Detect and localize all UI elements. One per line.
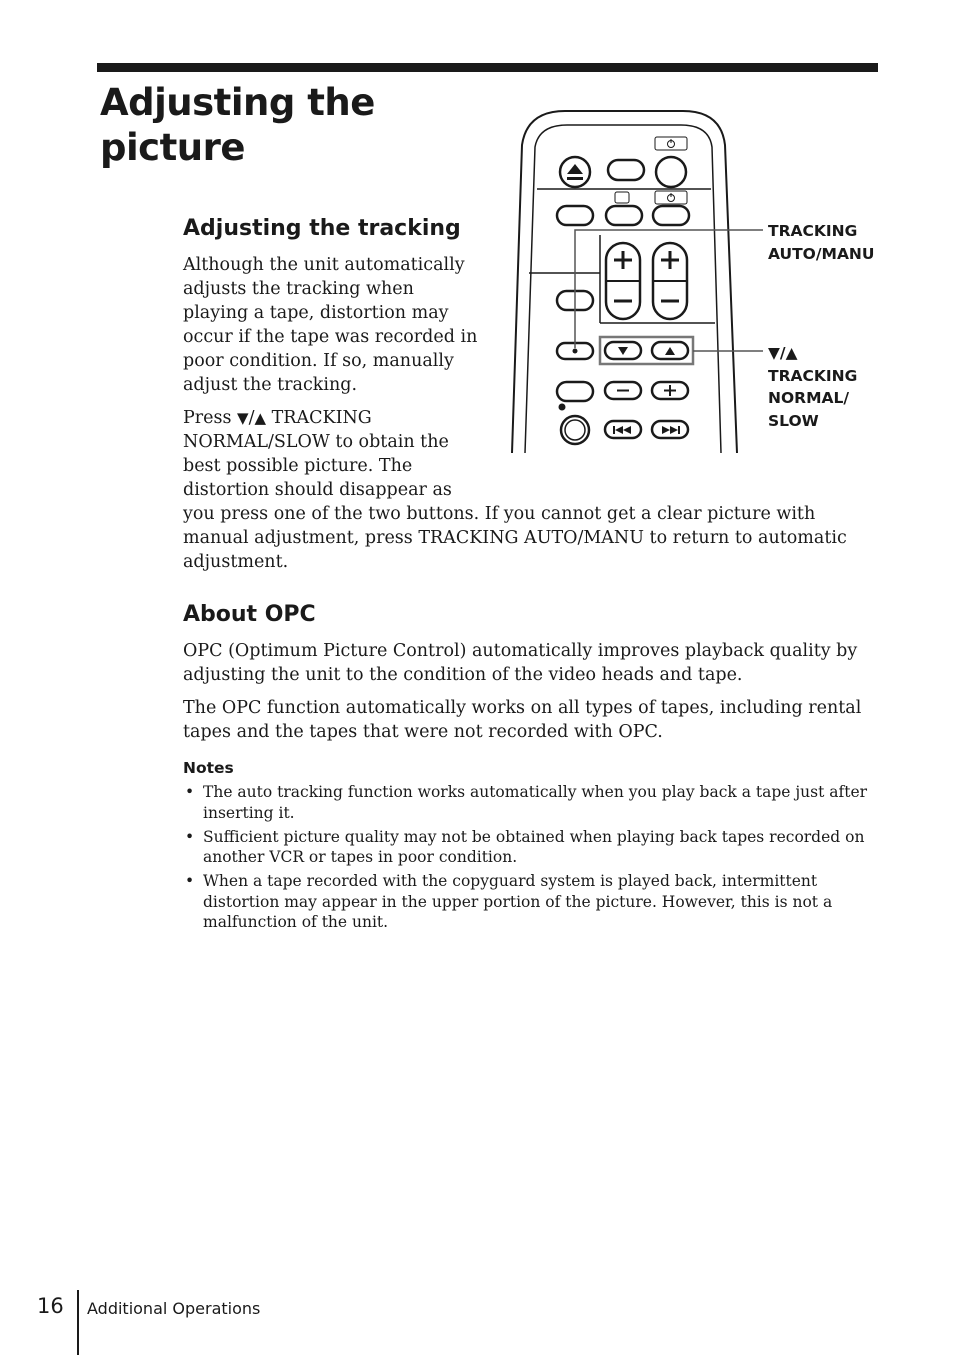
power-indicator — [655, 137, 687, 150]
tv-power-indicator — [655, 191, 687, 204]
callout-tracking-auto-manu: TRACKING AUTO/MANU — [768, 222, 875, 263]
next-button[interactable] — [652, 421, 688, 438]
section-label: Additional Operations — [87, 1299, 261, 1318]
triangle-down-glyph: ▼ — [237, 409, 249, 427]
callout-tracking-normal-slow: ▼/▲ TRACKING NORMAL/ SLOW — [768, 344, 858, 430]
page-number: 16 — [37, 1294, 64, 1318]
indicator-dot — [559, 404, 566, 411]
tracking-paragraph-2-line-3: best possible picture. The — [183, 456, 413, 476]
tracking-down-button[interactable] — [605, 342, 641, 359]
page-title: Adjusting the picture — [100, 81, 375, 169]
tracking-paragraph-2-line-2: NORMAL/SLOW to obtain the — [183, 432, 449, 452]
previous-button[interactable] — [605, 421, 641, 438]
bullet: • — [185, 827, 195, 846]
tracking-paragraph-2-line-1: Press ▼/▲ TRACKING — [183, 408, 372, 428]
remote-button[interactable] — [608, 160, 644, 180]
remote-button[interactable] — [606, 206, 642, 225]
tracking-heading: Adjusting the tracking — [183, 216, 461, 241]
volume-rocker[interactable] — [653, 243, 687, 319]
remote-button[interactable] — [557, 382, 593, 401]
bullet: • — [185, 872, 195, 890]
remote-button[interactable] — [557, 206, 593, 225]
remote-button[interactable] — [653, 206, 689, 225]
notes-list — [183, 782, 883, 936]
remote-control-illustration — [505, 105, 765, 460]
power-button[interactable] — [656, 157, 686, 187]
power-icon — [668, 139, 675, 148]
tracking-paragraph-1: Although the unit automatically adjusts the tracking when playing a tape, distortion may occur if the tape was recorded in poor condition. If so, manually adjust the tracking. — [183, 255, 478, 395]
tracking-paragraph-2-rest: you press one of the two buttons. If you cannot get a clear picture with manual adjustment, press TRACKING AUTO/MANU to return to automatic adjustment. — [183, 504, 847, 572]
footer-divider — [77, 1290, 79, 1355]
record-button[interactable] — [561, 416, 589, 444]
tracking-paragraph-2-head — [183, 406, 493, 502]
tv-indicator — [615, 192, 629, 203]
plus-button[interactable] — [652, 382, 688, 399]
opc-paragraph-2: The OPC function automatically works on all types of tapes, including rental tapes and the tapes that were not recorded with OPC. — [183, 698, 862, 742]
opc-heading: About OPC — [183, 602, 316, 627]
eject-button[interactable] — [560, 157, 590, 187]
note-item: • The auto tracking function works automatically when you play back a tape just after inserting it. — [185, 783, 868, 822]
program-rocker[interactable] — [606, 243, 640, 319]
notes-heading: Notes — [183, 759, 234, 777]
tracking-paragraph-2-line-4: distortion should disappear as — [183, 480, 452, 500]
top-rule — [97, 63, 878, 72]
triangle-up-glyph: ▲ — [254, 409, 267, 427]
note-item: • Sufficient picture quality may not be obtained when playing back tapes recorded on another VCR or tapes in poor condition. — [185, 827, 865, 866]
power-icon — [668, 193, 675, 202]
bullet: • — [185, 783, 195, 801]
note-item: • When a tape recorded with the copyguard system is played back, intermittent distortion may appear in the upper portion of the picture. However, this is not a malfunction of the unit. — [185, 872, 833, 931]
minus-button[interactable] — [605, 382, 641, 399]
tracking-up-button[interactable] — [652, 342, 688, 359]
opc-paragraph-1: OPC (Optimum Picture Control) automatically improves playback quality by adjusting the unit to the condition of the video heads and tape. — [183, 641, 858, 685]
